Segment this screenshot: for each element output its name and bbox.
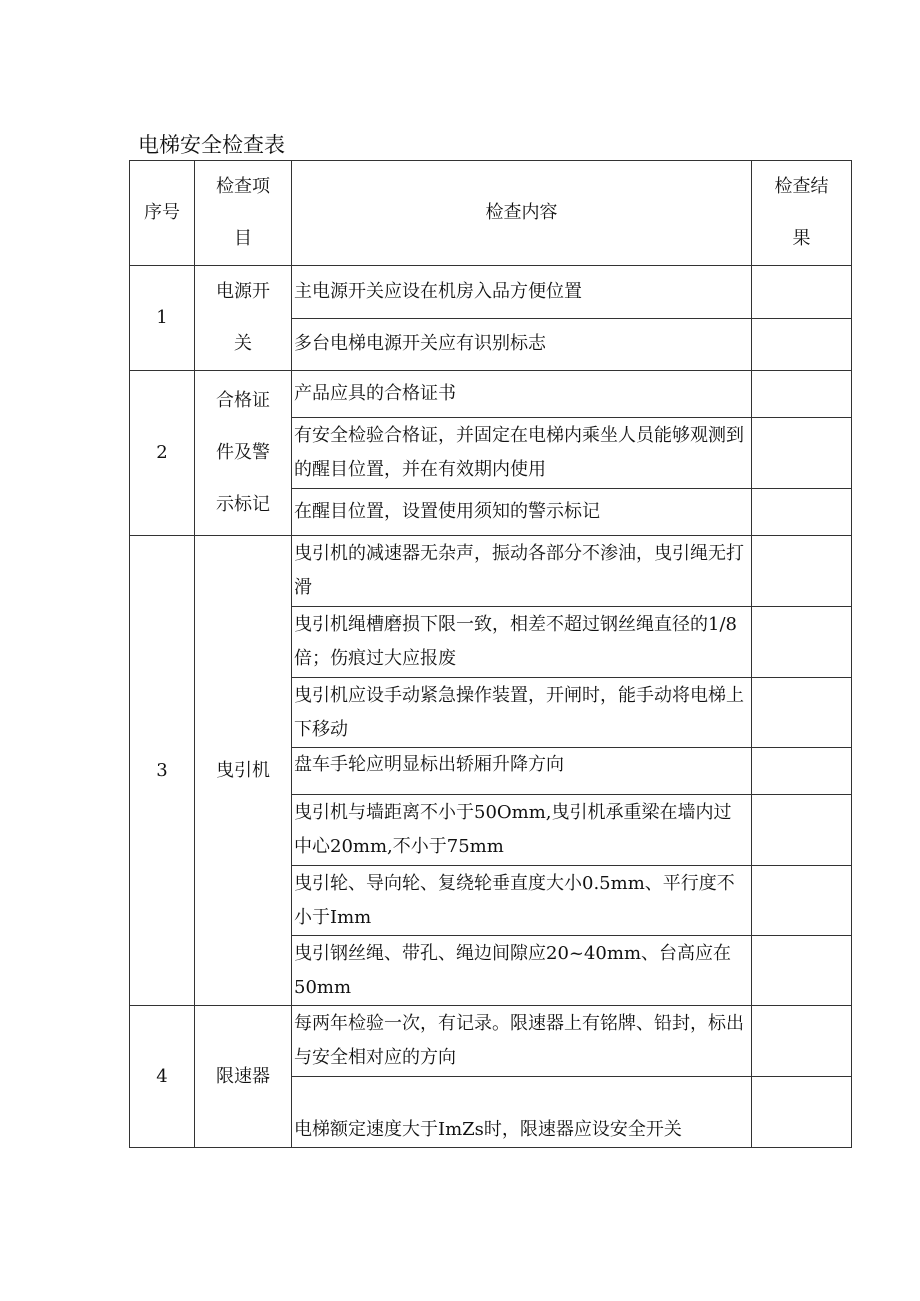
table-row <box>130 1006 852 1077</box>
table-row <box>130 371 852 418</box>
result-cell[interactable] <box>752 795 852 866</box>
section-item: 合格证 件及警 示标记 <box>195 371 292 536</box>
check-content: 产品应具的合格证书 <box>292 371 752 418</box>
result-cell[interactable] <box>752 489 852 536</box>
page-title: 电梯安全检查表 <box>138 133 285 157</box>
result-cell[interactable] <box>752 936 852 1006</box>
result-cell[interactable] <box>752 371 852 418</box>
header-content: 检查内容 <box>292 161 752 266</box>
header-index: 序号 <box>130 161 195 266</box>
result-cell[interactable] <box>752 748 852 795</box>
result-cell[interactable] <box>752 1077 852 1148</box>
check-content: 电梯额定速度大于ImZs时，限速器应设安全开关 <box>292 1077 752 1148</box>
section-item: 限速器 <box>195 1006 292 1148</box>
section-item: 电源开 关 <box>195 266 292 371</box>
check-content: 在醒目位置，设置使用须知的警示标记 <box>292 489 752 536</box>
check-content: 有安全检验合格证，并固定在电梯内乘坐人员能够观测到的醒目位置，并在有效期内使用 <box>292 418 752 489</box>
check-content: 盘车手轮应明显标出轿厢升降方向 <box>292 748 752 795</box>
check-content: 主电源开关应设在机房入品方便位置 <box>292 266 752 319</box>
table-row <box>130 266 852 319</box>
result-cell[interactable] <box>752 318 852 371</box>
result-cell[interactable] <box>752 866 852 936</box>
result-cell[interactable] <box>752 678 852 748</box>
check-content: 曳引机与墙距离不小于50Omm,曳引机承重梁在墙内过中心20mm,不小于75mm <box>292 795 752 866</box>
section-index: 4 <box>130 1006 195 1148</box>
header-item: 检查项 目 <box>195 161 292 266</box>
check-content: 每两年检验一次，有记录。限速器上有铭牌、铅封，标出与安全相对应的方向 <box>292 1006 752 1077</box>
check-content: 曳引机应设手动紧急操作装置，开闸时，能手动将电梯上下移动 <box>292 678 752 748</box>
header-result: 检查结 果 <box>752 161 852 266</box>
section-item: 曳引机 <box>195 536 292 1006</box>
check-content: 曳引机绳槽磨损下限一致，相差不超过钢丝绳直径的1/8倍；伤痕过大应报废 <box>292 607 752 678</box>
result-cell[interactable] <box>752 418 852 489</box>
inspection-table <box>129 160 852 1148</box>
section-index: 1 <box>130 266 195 371</box>
check-content: 曳引轮、导向轮、复绕轮垂直度大小0.5mm、平行度不小于Imm <box>292 866 752 936</box>
check-content: 多台电梯电源开关应有识别标志 <box>292 318 752 371</box>
check-content: 曳引机的减速器无杂声，振动各部分不渗油，曳引绳无打滑 <box>292 536 752 607</box>
header-row <box>130 161 852 266</box>
table-row <box>130 536 852 607</box>
result-cell[interactable] <box>752 266 852 319</box>
section-index: 3 <box>130 536 195 1006</box>
check-content: 曳引钢丝绳、带孔、绳边间隙应20~40mm、台高应在50mm <box>292 936 752 1006</box>
result-cell[interactable] <box>752 536 852 607</box>
result-cell[interactable] <box>752 1006 852 1077</box>
section-index: 2 <box>130 371 195 536</box>
result-cell[interactable] <box>752 607 852 678</box>
